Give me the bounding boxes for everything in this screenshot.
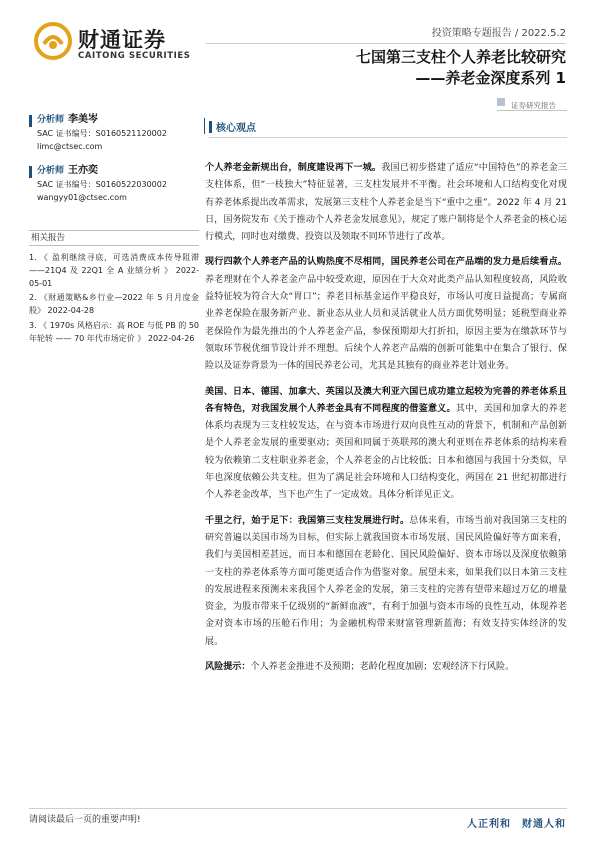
analyst-card <box>29 113 199 153</box>
footer-disclaimer: 请阅读最后一页的重要声明! <box>29 815 141 825</box>
report-type-date: 投资策略专题报告 / 2022.5.2 <box>431 28 566 39</box>
category-divider <box>497 110 567 111</box>
key-points-title: 核心观点 <box>216 123 256 134</box>
footer-slogan: 人正利和 财通人和 <box>467 819 566 830</box>
logo-mark-icon <box>34 22 72 60</box>
paragraph-lead: 千里之行，始于足下：我国第三支柱发展进行时。 <box>205 515 410 526</box>
document-icon <box>497 98 505 106</box>
section-left-rule <box>204 118 205 134</box>
paragraph-lead: 美国、日本、德国、加拿大、英国以及澳大利亚六国已成功建立起较为完善的养老体系且各有特色，对我国发展个人养老金具有不同程度的借鉴意义。 <box>205 386 567 414</box>
paragraph-body: 养老理财在个人养老金产品中较受欢迎，原因在于大众对此类产品认知程度较高，风险收益特征较为符合大众“胃口”；养老目标基金运作平稳良好，市场认可度日益提高；专属商业养老保险在服务新产业、新业态从业人员和灵活就业人员方面优势明显；延税型商业养老保险作为最先推出的个人养老金产品，参保预期却大打折扣，原因主要为在缴款环节与领取环节税优细节设计并不理想。后续个人养老产品端的创新可能集中在集合了银行、保险以及证券背景为一体的国民养老公司，尤其是其独有的商业养老计划业务。 <box>205 274 567 372</box>
analyst-role: 分析师 <box>37 115 65 125</box>
risk-warning-paragraph <box>205 659 567 676</box>
related-report-item[interactable]: 1. 《 盈利继续寻底，可选消费成本传导阻滞 ——21Q4 及 22Q1 全 A 业绩分析 》 2022-05-01 <box>29 253 199 288</box>
key-point-paragraph <box>205 254 567 375</box>
key-points-divider <box>209 137 567 138</box>
analyst-email[interactable]: limc@ctsec.com <box>37 142 103 151</box>
sidebar <box>29 113 199 348</box>
key-points-heading <box>209 116 256 134</box>
analyst-email[interactable]: wangyy01@ctsec.com <box>37 193 127 202</box>
heading-marker <box>209 121 212 133</box>
logo-english-name: CAITONG SECURITIES <box>78 51 191 61</box>
paragraph-body: 我国已初步搭建了适应“中国特色”的养老金三支柱体系，但“一枝独大”特征显著，三支柱发展并不平衡。社会环境和人口结构变化对现有养老体系提出改革需求，发展第三支柱个人养老金是当下“重中之重”。2022 年 4 月 21 日，国务院发布《关于推动个人养老金发展意见》，规定了账户制将是个人养老金的核心运行模式，同时也对缴费、投资以及领取不同环节进行了改革。 <box>205 163 567 243</box>
analyst-name: 李美岑 <box>68 114 99 125</box>
related-report-item[interactable]: 2. 《财通策略&乡行业—2022 年 5 月月度金股》 2022-04-28 <box>29 293 199 316</box>
paragraph-lead: 现行四款个人养老产品的认购热度不尽相同，国民养老公司在产品端的发力是后续看点。 <box>205 257 567 268</box>
title-divider <box>206 43 566 44</box>
analyst-name: 王亦奕 <box>68 165 99 176</box>
company-logo <box>34 18 191 68</box>
logo-chinese-name: 财通证券 <box>78 28 166 52</box>
key-point-paragraph <box>205 160 567 246</box>
report-title: 七国第三支柱个人养老比较研究 <box>355 48 566 66</box>
analyst-sac: SAC 证书编号：S0160522030002 <box>37 180 167 189</box>
key-points-body <box>205 160 567 684</box>
related-report-item[interactable]: 3. 《 1970s 风格启示：高 ROE 与低 PB 的 50 年轮转 —— 70 年代市场定价 》 2022-04-26 <box>29 320 199 343</box>
analyst-sac: SAC 证书编号：S0160521120002 <box>37 129 167 138</box>
analyst-marker <box>29 166 32 178</box>
paragraph-lead: 风险提示： <box>205 662 251 673</box>
report-subtitle: ——养老金深度系列 1 <box>415 69 566 87</box>
paragraph-body: 个人养老金推进不及预期；老龄化程度加剧；宏观经济下行风险。 <box>250 662 515 673</box>
key-point-paragraph <box>205 513 567 651</box>
analyst-role: 分析师 <box>37 166 65 176</box>
related-reports-heading: 相关报告 <box>29 230 199 246</box>
analyst-card <box>29 164 199 204</box>
report-category: 证券研究报告 <box>511 101 556 110</box>
key-point-paragraph <box>205 384 567 505</box>
paragraph-body: 总体来看，市场当前对我国第三支柱的研究普遍以美国市场为目标，但实际上就我国资本市场发展、国民风险偏好等方面来看，我们与美国相差甚远，而日本和德国在老龄化、国民风险偏好、资本市场以及深度依赖第一支柱的养老体系等方面可能更适合作为借鉴对象。展望未来，如果我们以日本第三支柱的发展进程来预测未来我国个人养老金的发展，第三支柱的完善有望带来超过万亿的增量资金，为股市带来千亿级别的“新鲜血液”，有利于加强与资本市场的良性互动，体现养老金对资本市场的压舱石作用；为金融机构带来财富管理新蓝海；有效支持实体经济的发展。 <box>205 515 567 647</box>
footer-divider <box>29 808 567 809</box>
related-reports-list <box>29 252 199 346</box>
analyst-marker <box>29 115 32 127</box>
paragraph-lead: 个人养老金新规出台，制度建设再下一城。 <box>205 163 382 173</box>
paragraph-body: 其中，美国和加拿大的养老体系均表现为三支柱较发达，在与资本市场进行双向良性互动的背景下，机制和产品创新是个人养老金发展的重要驱动；英国和同属于英联邦的澳大利亚则在养老体系的结构来看较为依赖第二支柱职业养老金，个人养老金的占比较低；日本和德国与我国十分类似，早年也深度依赖公共支柱。但为了满足社会环境和人口结构变化，两国在 21 世纪初都进行个人养老金改革，当下也产生了一定成效。具体分析详见正文。 <box>205 403 567 501</box>
